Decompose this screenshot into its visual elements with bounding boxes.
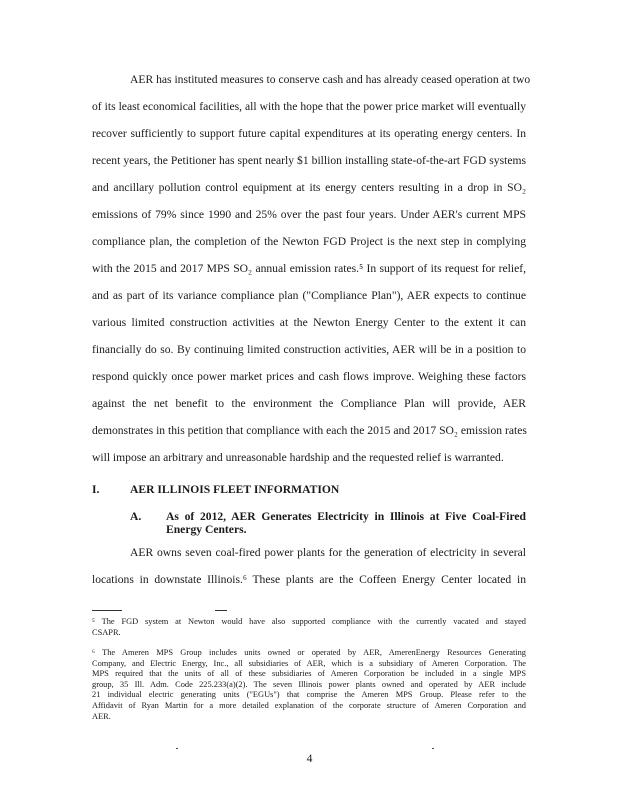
subsection-title-line: Energy Centers. (166, 523, 247, 536)
footnote-rule (215, 610, 227, 611)
footnote-line: ⁵ The FGD system at Newton would have also supported compliance with the currently vacated and stayed (92, 617, 526, 626)
subsection-title-line: As of 2012, AER Generates Electricity in Illinois at Five Coal-Fired (166, 510, 526, 523)
footnote-line: Affidavit of Ryan Martin for a more detailed explanation of the corporate structure of Ameren Corporation and (92, 700, 526, 710)
section-number: I. (92, 483, 100, 496)
footnote-line: CSAPR. (92, 627, 121, 637)
text-line: and as part of its variance compliance plan ("Compliance Plan"), AER expects to continue (92, 289, 526, 302)
footnote-line: 21 individual electric generating units ("EGUs") that comprise the Ameren MPS Group. Please refer to the (92, 690, 526, 700)
text-line: compliance plan, the completion of the Newton FGD Project is the next step in complying (92, 235, 526, 248)
page-number: 4 (306, 752, 313, 765)
text-line: AER has instituted measures to conserve cash and has already ceased operation at two (130, 73, 531, 86)
footnote-line: group, 35 Ill. Adm. Code 225.233(a)(2). The seven Illinois power plants owned and operated by AER include (92, 679, 526, 689)
text-line: demonstrates in this petition that compliance with each the 2015 and 2017 SO₂ emission rates (92, 424, 527, 437)
subsection-title (166, 510, 526, 536)
text-line: with the 2015 and 2017 MPS SO₂ annual emission rates.⁵ In support of its request for relief, (92, 262, 526, 275)
text-line: respond quickly once power market prices and cash flows improve. Weighing these factors (92, 370, 526, 383)
text-line: recent years, the Petitioner has spent nearly $1 billion installing state-of-the-art FGD systems (92, 154, 526, 167)
footnote-5 (92, 617, 526, 638)
text-line: locations in downstate Illinois.⁶ These plants are the Coffeen Energy Center located in (92, 573, 526, 586)
text-line: against the net benefit to the environment the Compliance Plan will provide, AER (92, 397, 526, 410)
scan-speck (176, 748, 178, 749)
section-title: AER ILLINOIS FLEET INFORMATION (130, 483, 340, 496)
subsection-letter: A. (130, 510, 142, 523)
footnote-line: Company, and Electric Energy, Inc., all subsidiaries of AER, which is a subsidiary of Ameren Corporation. The (92, 658, 526, 668)
text-line: AER owns seven coal-fired power plants for the generation of electricity in several (130, 546, 526, 559)
footnote-line: AER. (92, 711, 111, 721)
footnote-line: MPS required that the units of all of these subsidiaries of Ameren Corporation be included in a single MPS (92, 669, 526, 679)
text-line: financially do so. By continuing limited construction activities, AER will be in a position to (92, 343, 526, 356)
text-line: will impose an arbitrary and unreasonable hardship and the requested relief is warranted. (92, 451, 504, 464)
text-line: emissions of 79% since 1990 and 25% over the past four years. Under AER's current MPS (92, 208, 526, 221)
text-line: of its least economical facilities, all with the hope that the power price market will eventually (92, 100, 526, 113)
footnote-line: ⁶ The Ameren MPS Group includes units owned or operated by AER, AmerenEnergy Resources Generating (92, 648, 526, 657)
text-line: various limited construction activities at the Newton Energy Center to the extent it can (92, 316, 526, 329)
scan-speck (432, 748, 434, 749)
text-line: and ancillary pollution control equipment at its energy centers resulting in a drop in SO₂ (92, 181, 526, 194)
text-line: recover sufficiently to support future capital expenditures at its operating energy centers. In (92, 127, 526, 140)
footnote-rule (92, 610, 122, 611)
footnote-6 (92, 648, 526, 722)
